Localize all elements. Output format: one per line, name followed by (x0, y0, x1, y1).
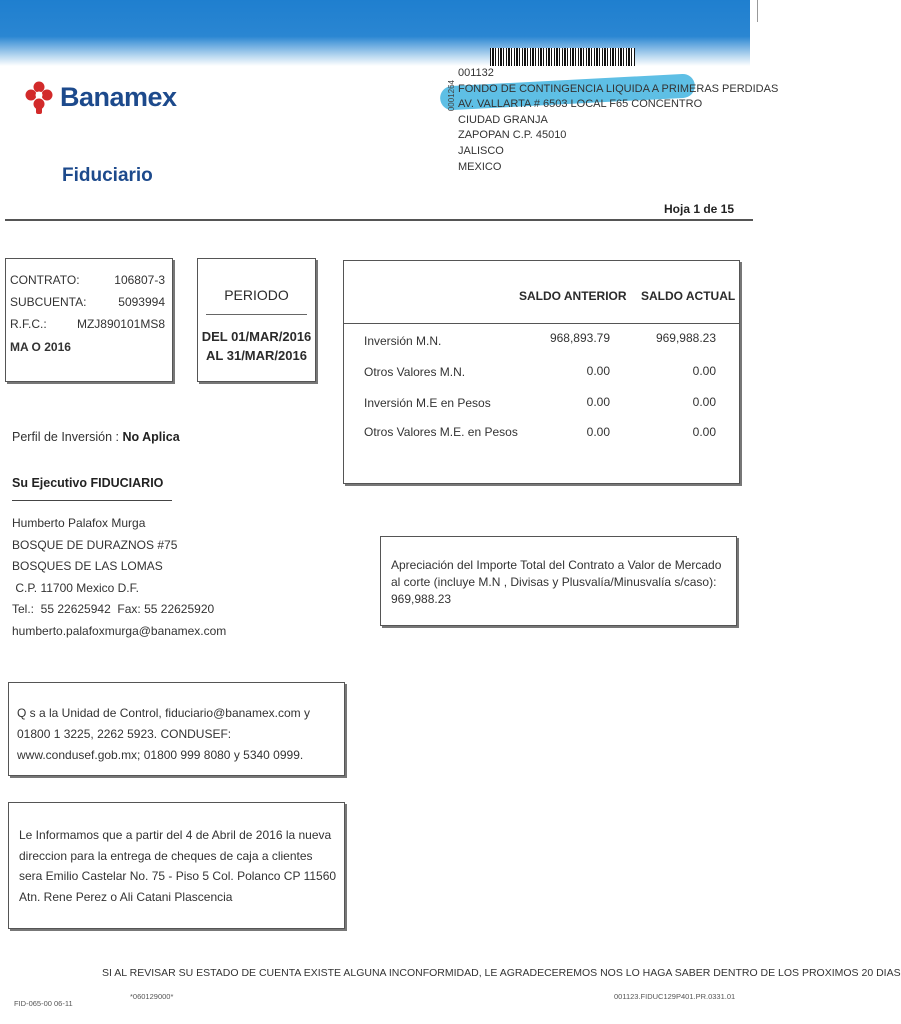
header-band (0, 0, 750, 66)
recipient-line: JALISCO (458, 144, 504, 157)
balance-previous: 968,893.79 (549, 331, 610, 345)
balance-previous: 0.00 (586, 395, 610, 409)
contract-row (10, 317, 165, 331)
balance-row-label: Inversión M.N. (364, 334, 442, 348)
footer-ref-center: *060129000* (130, 992, 174, 1001)
executive-line: BOSQUE DE DURAZNOS #75 (12, 537, 178, 552)
control-unit-text: Q s a la Unidad de Control, fiduciario@banamex.com y 01800 1 3225, 2262 5923. CONDUSEF: www.condusef.gob.mx; 01800 999 8080 y 5340 0999. (17, 706, 310, 762)
balance-previous: 0.00 (586, 364, 610, 378)
executive-email[interactable]: humberto.palafoxmurga@banamex.com (12, 623, 227, 638)
division-title: Fiduciario (62, 165, 153, 186)
contract-label: MA O 2016 (10, 340, 71, 354)
appreciation-box (380, 536, 737, 626)
banamex-logo (24, 80, 177, 114)
investment-profile (12, 430, 180, 444)
recipient-line: MEXICO (458, 160, 502, 173)
page-number: Hoja 1 de 15 (664, 202, 735, 216)
balance-row-label: Otros Valores M.E. en Pesos (364, 425, 518, 439)
profile-value: No Aplica (122, 430, 180, 444)
recipient-line: FONDO DE CONTINGENCIA LIQUIDA A PRIMERAS PERDIDAS (458, 82, 779, 95)
executive-contact (12, 513, 226, 642)
profile-label: Perfil de Inversión : (12, 430, 123, 444)
balance-row-label: Inversión M.E en Pesos (364, 396, 491, 410)
executive-line: Humberto Palafox Murga (12, 516, 146, 530)
contract-box (5, 258, 173, 382)
recipient-code: 001132 (458, 67, 494, 79)
banamex-emblem-icon (24, 80, 54, 114)
contract-value: 5093994 (118, 295, 165, 309)
balance-current: 0.00 (692, 364, 716, 378)
period-end: AL 31/MAR/2016 (206, 348, 307, 363)
period-title: PERIODO (224, 287, 289, 303)
brand-name: Banamex (60, 81, 177, 112)
period-box (197, 258, 316, 382)
executive-title: Su Ejecutivo FIDUCIARIO (12, 476, 164, 490)
contract-row (10, 340, 71, 354)
balance-current: 0.00 (692, 425, 716, 439)
balance-current: 969,988.23 (655, 331, 716, 345)
header-previous-balance: SALDO ANTERIOR (519, 289, 627, 303)
notice-box (8, 802, 345, 929)
recipient-line: CIUDAD GRANJA (458, 113, 548, 126)
executive-line: BOSQUES DE LAS LOMAS (12, 559, 163, 573)
contract-row (10, 273, 165, 287)
balance-previous: 0.00 (586, 425, 610, 439)
footer-form-code: FID-065-00 06-11 (14, 999, 73, 1008)
notice-text: Le Informamos que a partir del 4 de Abril de 2016 la nueva direccion para la entrega de cheques de caja a clientes sera Emilio Castelar No. 75 - Piso 5 Col. Polanco CP 11560 Atn. Rene Perez o Ali Catani Plascencia (19, 828, 337, 904)
period-start: DEL 01/MAR/2016 (201, 329, 312, 344)
balances-divider (344, 323, 739, 324)
postal-barcode (490, 48, 635, 66)
footer-ref-right: 001123.FIDUC129P401.PR.0331.01 (614, 992, 736, 1001)
contract-label: CONTRATO: (10, 273, 80, 287)
contract-label: SUBCUENTA: (10, 295, 87, 309)
balance-row-label: Otros Valores M.N. (364, 365, 466, 379)
footer-disclaimer: SI AL REVISAR SU ESTADO DE CUENTA EXISTE ALGUNA INCONFORMIDAD, LE AGRADECEREMOS NOS LO HAGA SABER DENTRO DE LOS PROXIMOS 20 DIAS (102, 967, 901, 979)
recipient-line: AV. VALLARTA # 6503 LOCAL F65 CONCENTRO (458, 98, 703, 111)
balances-box (343, 260, 740, 484)
contract-value: 106807-3 (114, 273, 165, 287)
control-unit-box (8, 682, 345, 776)
recipient-address (458, 66, 778, 175)
contract-row (10, 295, 165, 309)
period-divider (206, 314, 307, 315)
executive-line: Tel.: 55 22625942 Fax: 55 22625920 (12, 602, 215, 616)
executive-line: C.P. 11700 Mexico D.F. (12, 580, 139, 595)
appreciation-text: Apreciación del Importe Total del Contrato a Valor de Mercado al corte (incluye M.N , Divisas y Plusvalía/Minusvalía s/caso): 969,988.23 (391, 558, 722, 606)
header-divider (5, 219, 753, 221)
edge-mark (757, 0, 758, 22)
executive-divider (12, 500, 172, 501)
contract-label: R.F.C.: (10, 317, 47, 331)
recipient-line: ZAPOPAN C.P. 45010 (458, 129, 567, 142)
contract-value: MZJ890101MS8 (76, 317, 165, 331)
side-code: 0001264 (447, 80, 456, 112)
header-current-balance: SALDO ACTUAL (641, 289, 736, 303)
balance-current: 0.00 (692, 395, 716, 409)
